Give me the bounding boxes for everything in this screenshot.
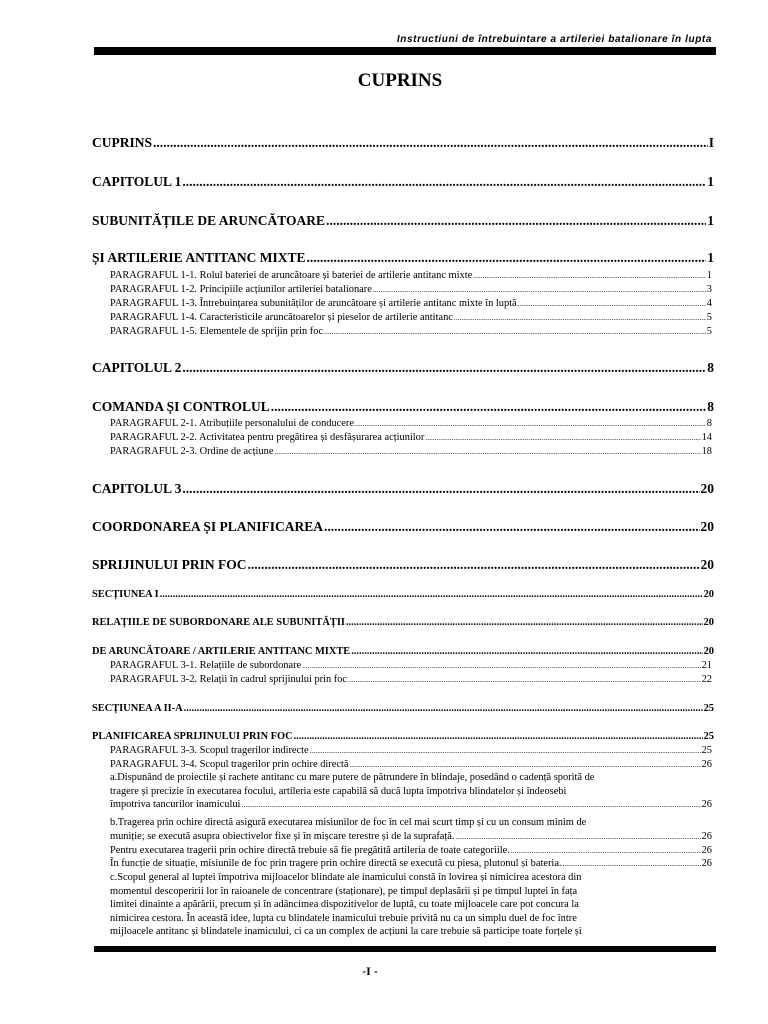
- toc-entry-de-aruncatoare[interactable]: [92, 646, 714, 657]
- running-header: Instructiuni de întrebuintare a artileriei batalionare în lupta: [396, 34, 712, 45]
- toc-page: 26: [701, 845, 712, 856]
- toc-page: 1: [706, 270, 712, 281]
- dot-leader: [306, 250, 706, 266]
- toc-page: 25: [703, 703, 714, 714]
- dot-leader: [454, 312, 706, 323]
- dot-leader: [511, 844, 701, 858]
- toc-paragraph-in-functie[interactable]: [110, 857, 712, 871]
- dot-leader: [351, 646, 702, 657]
- toc-entry-paragraf-3-3[interactable]: [110, 745, 712, 756]
- toc-page: 25: [701, 745, 712, 756]
- toc-page: 18: [701, 446, 712, 457]
- dot-leader: [348, 674, 701, 685]
- toc-label: PARAGRAFUL 1-4. Caracteristicile aruncătoarelor și pieselor de artilerie antitanc: [110, 312, 453, 323]
- dot-leader: [182, 174, 706, 190]
- header-rule: [94, 47, 716, 55]
- toc-entry-paragraf-1-3[interactable]: [110, 298, 712, 309]
- dot-leader: [271, 399, 706, 415]
- toc-label: ȘI ARTILERIE ANTITANC MIXTE: [92, 250, 306, 265]
- dot-leader: [455, 830, 700, 844]
- toc-entry-planificarea[interactable]: [92, 731, 714, 742]
- toc-paragraph-pentru[interactable]: [110, 844, 712, 858]
- toc-page: 8: [706, 418, 712, 429]
- toc-page: 5: [706, 312, 712, 323]
- paragraph-line: Pentru executarea tragerii prin ochire directă trebuie să fie pregătită artileria de toate categoriile.: [110, 845, 510, 856]
- toc-label: PARAGRAFUL 1-2. Principiile acțiunilor artileriei batalionare: [110, 284, 372, 295]
- dot-leader: [153, 135, 708, 151]
- toc-label: COORDONAREA ȘI PLANIFICAREA: [92, 519, 324, 534]
- paragraph-line: c.Scopul general al luptei împotriva mijloacelor blindate ale inamicului constă în lovirea și nimicirea acestora din: [110, 872, 582, 883]
- paragraph-line: momentul descoperirii lor în raioanele de concentrare (staționare), pe timpul deplasării și pe timpul luptei în fața: [110, 885, 578, 897]
- toc-page: 4: [706, 298, 712, 309]
- page-number: -I -: [362, 964, 378, 978]
- dot-leader: [274, 446, 700, 457]
- toc-page: 22: [701, 674, 712, 685]
- toc-page: 26: [701, 799, 712, 810]
- toc-page: 5: [706, 326, 712, 337]
- dot-leader: [182, 481, 699, 497]
- toc-entry-capitolul-1[interactable]: [92, 174, 714, 190]
- toc-page: 25: [703, 731, 714, 742]
- toc-label: PARAGRAFUL 1-1. Rolul bateriei de aruncătoare și bateriei de artilerie antitanc mixte: [110, 270, 473, 281]
- toc-label: CAPITOLUL 1: [92, 174, 182, 189]
- toc-paragraph-b[interactable]: [110, 816, 712, 843]
- toc-label: SECȚIUNEA A II-A: [92, 703, 183, 714]
- toc-label: PARAGRAFUL 3-3. Scopul tragerilor indirecte: [110, 745, 309, 756]
- toc-paragraph-c[interactable]: [110, 871, 712, 939]
- toc-page: 1: [707, 213, 714, 228]
- toc-entry-paragraf-1-2[interactable]: [110, 284, 712, 295]
- toc-entry-paragraf-1-5[interactable]: [110, 326, 712, 337]
- toc-entry-subunitati[interactable]: [92, 213, 714, 229]
- toc-entry-paragraf-1-4[interactable]: [110, 312, 712, 323]
- page-title: CUPRINS: [357, 70, 443, 91]
- toc-page: 3: [706, 284, 712, 295]
- dot-leader: [473, 270, 706, 281]
- toc-entry-sectiunea-i[interactable]: [92, 589, 714, 600]
- dot-leader: [182, 360, 706, 376]
- toc-label: PARAGRAFUL 3-1. Relațiile de subordonare: [110, 660, 302, 671]
- toc-entry-capitolul-3[interactable]: [92, 481, 714, 497]
- toc-label: PARAGRAFUL 2-2. Activitatea pentru pregătirea și desfășurarea acțiunilor: [110, 432, 425, 443]
- dot-leader: [184, 703, 703, 714]
- toc-page: 20: [700, 481, 714, 496]
- toc-label: PARAGRAFUL 2-3. Ordine de acțiune: [110, 446, 274, 457]
- toc-label: SPRIJINULUI PRIN FOC: [92, 557, 247, 572]
- toc-page: 1: [707, 250, 714, 265]
- toc-label: CUPRINS: [92, 135, 153, 150]
- toc-label: CAPITOLUL 2: [92, 360, 182, 375]
- toc-page: 26: [701, 858, 712, 869]
- paragraph-line: tragere și precizie în executarea focului, artileria este capabilă să ducă lupta împotriva blindatelor și îndeosebi: [110, 785, 567, 797]
- dot-leader: [349, 759, 700, 770]
- toc-label: CAPITOLUL 3: [92, 481, 182, 496]
- toc-entry-paragraf-1-1[interactable]: [110, 270, 712, 281]
- toc-page: 8: [707, 360, 714, 375]
- toc-entry-artilerie-antitanc[interactable]: [92, 250, 714, 266]
- dot-leader: [563, 857, 701, 871]
- toc-entry-relatiile[interactable]: [92, 617, 714, 628]
- toc-label: PARAGRAFUL 1-3. Întrebuințarea subunităților de aruncătoare și artilerie antitanc mixte în luptă: [110, 298, 517, 309]
- footer-rule: [94, 946, 716, 952]
- dot-leader: [160, 589, 703, 600]
- toc-label: DE ARUNCĂTOARE / ARTILERIE ANTITANC MIXTE: [92, 646, 351, 657]
- dot-leader: [518, 298, 706, 309]
- toc-page: 20: [703, 617, 714, 628]
- toc-label: RELAȚIILE DE SUBORDONARE ALE SUBUNITĂȚII: [92, 617, 345, 628]
- toc-page: 20: [703, 646, 714, 657]
- dot-leader: [425, 432, 700, 443]
- dot-leader: [324, 326, 706, 337]
- dot-leader: [326, 213, 706, 229]
- toc-entry-coordonarea[interactable]: [92, 519, 714, 535]
- paragraph-line: În funcție de situație, misiunile de foc prin tragere prin ochire directă se execută cu piesa, plutonul și bateria.: [110, 858, 562, 869]
- toc-paragraph-a[interactable]: [110, 771, 712, 812]
- dot-leader: [302, 660, 700, 671]
- dot-leader: [294, 731, 703, 742]
- dot-leader: [373, 284, 706, 295]
- toc-entry-comanda[interactable]: [92, 399, 714, 415]
- dot-leader: [248, 557, 700, 573]
- paragraph-line: împotriva tancurilor inamicului: [110, 799, 241, 810]
- dot-leader: [324, 519, 699, 535]
- toc-entry-capitolul-2[interactable]: [92, 360, 714, 376]
- paragraph-line: b.Tragerea prin ochire directă asigură executarea misiunilor de foc în cel mai scurt timp și cu un consum minim de: [110, 817, 587, 828]
- toc-page: 26: [701, 830, 712, 842]
- toc-label: COMANDA ȘI CONTROLUL: [92, 399, 270, 414]
- toc-entry-cuprins[interactable]: [92, 135, 714, 151]
- toc-entry-sprijinului[interactable]: [92, 557, 714, 573]
- dot-leader: [346, 617, 703, 628]
- toc-label: PARAGRAFUL 3-4. Scopul tragerilor prin ochire directă: [110, 759, 349, 770]
- toc-label: PARAGRAFUL 1-5. Elementele de sprijin prin foc: [110, 326, 324, 337]
- toc-entry-sectiunea-a-ii-a[interactable]: [92, 703, 714, 714]
- paragraph-line: limitei dinainte a apărării, precum și în adâncimea dispozitivelor de luptă, cu toate mijloacele care pot concura la: [110, 899, 579, 910]
- toc-entry-paragraf-2-2[interactable]: [110, 432, 712, 443]
- toc-page: 20: [700, 557, 714, 572]
- toc-label: PARAGRAFUL 3-2. Relații în cadrul sprijinului prin foc: [110, 674, 348, 685]
- toc-page: 1: [707, 174, 714, 189]
- toc-page: 8: [707, 399, 714, 414]
- toc-page: I: [708, 135, 714, 150]
- dot-leader: [355, 418, 706, 429]
- toc-entry-paragraf-2-3[interactable]: [110, 446, 712, 457]
- toc-page: 14: [701, 432, 712, 443]
- dot-leader: [310, 745, 701, 756]
- toc-label: PARAGRAFUL 2-1. Atribuțiile personalului de conducere: [110, 418, 354, 429]
- toc-label: SUBUNITĂȚILE DE ARUNCĂTOARE: [92, 213, 326, 228]
- toc-page: 21: [701, 660, 712, 671]
- toc-page: 20: [703, 589, 714, 600]
- dot-leader: [241, 798, 700, 812]
- toc-page: 26: [701, 759, 712, 770]
- toc-page: 20: [700, 519, 714, 534]
- toc-label: PLANIFICAREA SPRIJINULUI PRIN FOC: [92, 731, 293, 742]
- toc-label: SECȚIUNEA I: [92, 589, 159, 600]
- paragraph-line: a.Dispunând de proiectile și rachete antitanc cu mare putere de pătrundere în blindaje, posedând o cadență sporită de: [110, 772, 595, 783]
- paragraph-line: mijloacele antitanc și blindatele inamicului, ci ca un complex de acțiuni la care trebuie să participe toate forțele și: [110, 926, 582, 937]
- toc-entry-paragraf-3-2[interactable]: [110, 674, 712, 685]
- toc-entry-paragraf-3-1[interactable]: [110, 660, 712, 671]
- paragraph-line: muniție; se execută asupra obiectivelor fixe și în mișcare terestre și de la suprafață.: [110, 830, 455, 842]
- toc-entry-paragraf-3-4[interactable]: [110, 759, 712, 770]
- paragraph-line: nimicirea cestora. În această idee, lupta cu blindatele inamicului trebuie privită nu ca un simplu duel de foc între: [110, 912, 577, 924]
- toc-entry-paragraf-2-1[interactable]: [110, 418, 712, 429]
